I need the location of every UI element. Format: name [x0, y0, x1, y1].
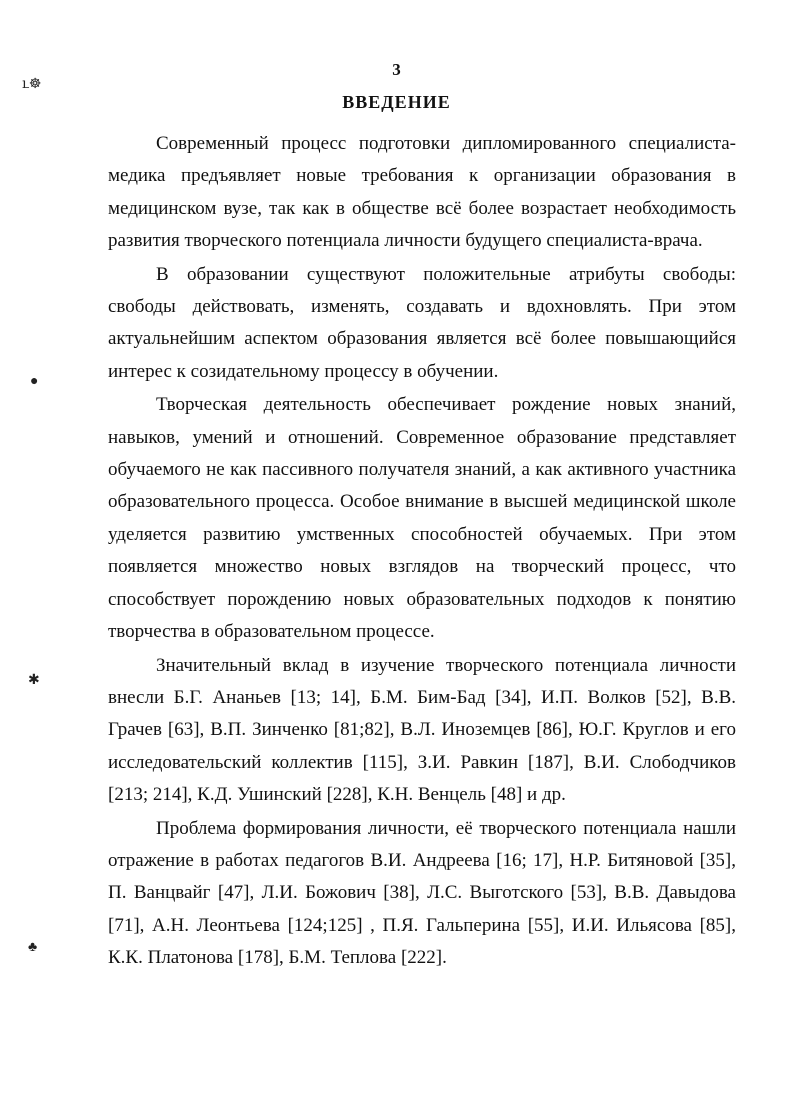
text-line: Грачев [63], В.П. Зинченко [81;82], В.Л. Иноземцев [86], Ю.Г. Круглов и его	[108, 719, 736, 741]
text-line: творчества в образовательном процессе.	[108, 621, 435, 643]
text-line: Значительный вклад в изучение творческого потенциала личности	[156, 654, 736, 676]
text-line: В образовании существуют положительные атрибуты свободы:	[156, 263, 736, 285]
margin-dot-3: ♣	[28, 940, 38, 955]
text-line: навыков, умений и отношений. Современное образование представляет	[108, 426, 736, 448]
text-line: Современный процесс подготовки дипломированного специалиста-	[156, 133, 736, 154]
text-line: П. Ванцвайг [47], Л.И. Божович [38], Л.С. Выготского [53], В.В. Давыдова	[108, 882, 736, 904]
text-line: внесли Б.Г. Ананьев [13; 14], Б.М. Бим-Бад [34], И.П. Волков [52], В.В.	[108, 686, 736, 708]
page-title: ВВЕДЕНИЕ	[342, 92, 451, 112]
text-line: обучаемого не как пассивного получателя знаний, а как активного участника	[108, 459, 736, 481]
page-number: 3	[392, 60, 401, 79]
text-line: уделяется развитию умственных способностей обучаемых. При этом	[108, 523, 736, 545]
body-text	[108, 128, 736, 975]
margin-dot-1: ●	[30, 374, 39, 389]
text-line: развития творческого потенциала личности будущего специалиста-врача.	[108, 230, 703, 252]
text-line: исследовательский коллектив [115], З.И. Равкин [187], В.И. Слободчиков	[108, 751, 736, 773]
text-line: появляется множество новых взглядов на творческий процесс, что	[108, 556, 736, 578]
paragraph	[108, 650, 736, 812]
text-line: образовательного процесса. Особое внимание в высшей медицинской школе	[108, 491, 736, 513]
text-line: медицинском вузе, так как в обществе всё более возрастает необходимость	[108, 197, 736, 219]
paragraph	[108, 389, 736, 648]
text-line: свободы действовать, изменять, создавать и вдохновлять. При этом	[108, 296, 736, 318]
text-line: медика предъявляет новые требования к организации образования в	[108, 165, 736, 187]
text-line: способствует порождению новых образовательных подходов к понятию	[108, 588, 736, 610]
text-line: [213; 214], К.Д. Ушинский [228], К.Н. Венцель [48] и др.	[108, 784, 566, 806]
margin-mark-top: ւ☸	[22, 77, 42, 92]
paragraph	[108, 128, 736, 258]
text-line: Проблема формирования личности, её творческого потенциала нашли	[156, 817, 736, 839]
text-line: [71], А.Н. Леонтьева [124;125] , П.Я. Гальперина [55], И.И. Ильясова [85],	[108, 914, 736, 936]
text-line: интерес к созидательному процессу в обучении.	[108, 360, 499, 382]
margin-dot-2: ✱	[28, 673, 40, 688]
text-line: отражение в работах педагогов В.И. Андреева [16; 17], Н.Р. Битяновой [35],	[108, 849, 736, 871]
text-line: Творческая деятельность обеспечивает рождение новых знаний,	[156, 394, 736, 416]
text-line: актуальнейшим аспектом образования является всё более повышающийся	[108, 328, 736, 350]
text-line: К.К. Платонова [178], Б.М. Теплова [222].	[108, 947, 447, 969]
paragraph	[108, 813, 736, 975]
paragraph	[108, 259, 736, 389]
